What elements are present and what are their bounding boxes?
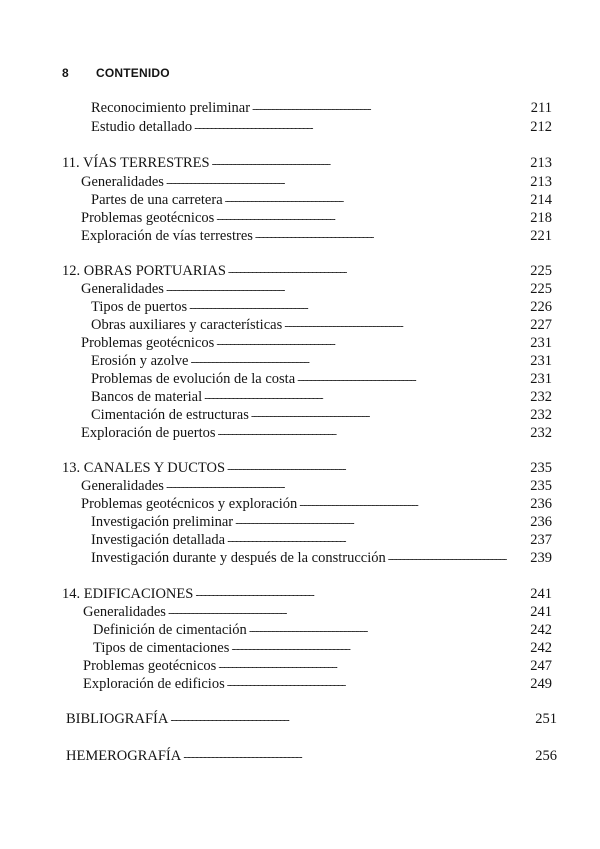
dot-leader <box>227 532 526 544</box>
toc-entry <box>81 280 552 298</box>
toc-entry-page: 221 <box>530 228 552 244</box>
page-number: 8 <box>62 66 69 80</box>
toc-chapter-entry <box>62 154 552 172</box>
toc-entry-page: 232 <box>530 425 552 441</box>
toc-entry <box>83 675 552 693</box>
toc-entry <box>93 639 552 657</box>
dot-leader <box>216 210 526 222</box>
toc-entry-title: Problemas geotécnicos y exploración <box>81 496 298 512</box>
toc-entry-title: Investigación preliminar <box>91 514 234 530</box>
toc-entry <box>91 191 552 209</box>
toc-entry <box>83 657 552 675</box>
toc-entry <box>91 388 552 406</box>
dot-leader <box>251 407 526 419</box>
dot-leader <box>299 496 526 508</box>
toc-entry-title: Problemas de evolución de la costa <box>91 371 296 387</box>
dot-leader <box>190 353 526 365</box>
toc-entry-page: 212 <box>530 119 552 135</box>
toc-entry <box>91 549 552 567</box>
dot-leader <box>228 263 526 275</box>
toc-entry-title: 13. CANALES Y DUCTOS <box>62 460 226 476</box>
toc-entry-page: 226 <box>530 299 552 315</box>
toc-entry <box>91 99 552 117</box>
dot-leader <box>166 478 526 490</box>
toc-entry-title: Tipos de puertos <box>91 299 188 315</box>
dot-leader <box>227 460 526 472</box>
toc-entry-page: 214 <box>530 192 552 208</box>
toc-entry-title: Exploración de edificios <box>83 676 225 692</box>
toc-entry-title: 12. OBRAS PORTUARIAS <box>62 263 226 279</box>
toc-entry-page: 232 <box>530 407 552 423</box>
toc-entry-title: Cimentación de estructuras <box>91 407 249 423</box>
dot-leader <box>218 425 527 437</box>
toc-entry <box>81 495 552 513</box>
toc-chapter-entry <box>66 747 557 765</box>
toc-entry-page: 225 <box>530 281 552 297</box>
toc-entry-title: Tipos de cimentaciones <box>93 640 230 656</box>
toc-entry-page: 232 <box>530 389 552 405</box>
toc-entry <box>81 173 552 191</box>
dot-leader <box>216 335 526 347</box>
dot-leader <box>252 100 527 112</box>
toc-entry-page: 231 <box>530 353 552 369</box>
toc-entry-title: Investigación detallada <box>91 532 226 548</box>
toc-entry-title: Bancos de material <box>91 389 203 405</box>
toc-entry-page: 231 <box>530 335 552 351</box>
toc-entry-title: Partes de una carretera <box>91 192 223 208</box>
toc-entry-page: 242 <box>530 622 552 638</box>
toc-entry <box>91 370 552 388</box>
toc-entry-page: 236 <box>530 514 552 530</box>
dot-leader <box>168 604 526 616</box>
toc-entry-title: Exploración de puertos <box>81 425 216 441</box>
dot-leader <box>212 155 527 167</box>
toc-entry <box>91 352 552 370</box>
dot-leader <box>227 676 527 688</box>
toc-entry-page: 218 <box>530 210 552 226</box>
toc-entry-title: BIBLIOGRAFÍA <box>66 711 169 727</box>
toc-chapter-entry <box>62 585 552 603</box>
toc-entry-page: 256 <box>535 748 557 764</box>
dot-leader <box>231 640 526 652</box>
toc-entry-title: Exploración de vías terrestres <box>81 228 253 244</box>
toc-entry-title: Definición de cimentación <box>93 622 247 638</box>
running-title: CONTENIDO <box>96 66 170 80</box>
toc-entry-page: 213 <box>530 174 552 190</box>
toc-entry-page: 247 <box>530 658 552 674</box>
toc-entry-title: HEMEROGRAFÍA <box>66 748 182 764</box>
toc-entry <box>81 209 552 227</box>
dot-leader <box>166 174 526 186</box>
toc-entry <box>91 531 552 549</box>
toc-entry-title: Investigación durante y después de la construcción <box>91 550 386 566</box>
dot-leader <box>297 371 526 383</box>
toc-entry <box>83 603 552 621</box>
toc-entry-title: Estudio detallado <box>91 119 193 135</box>
toc-entry-title: Problemas geotécnicos <box>83 658 217 674</box>
page-header <box>62 66 170 80</box>
toc-chapter-entry <box>62 459 552 477</box>
dot-leader <box>204 389 526 401</box>
dot-leader <box>249 622 526 634</box>
toc-entry-title: Obras auxiliares y características <box>91 317 283 333</box>
dot-leader <box>166 281 526 293</box>
toc-entry-page: 227 <box>530 317 552 333</box>
dot-leader <box>194 119 526 131</box>
toc-entry-page: 236 <box>530 496 552 512</box>
toc-entry-page: 241 <box>530 586 552 602</box>
toc-entry-page: 242 <box>530 640 552 656</box>
toc-entry-page: 225 <box>530 263 552 279</box>
dot-leader <box>218 658 526 670</box>
dot-leader <box>183 748 531 760</box>
toc-chapter-entry <box>66 710 557 728</box>
toc-entry-title: 14. EDIFICACIONES <box>62 586 194 602</box>
toc-entry <box>91 118 552 136</box>
toc-entry-title: Reconocimiento preliminar <box>91 100 251 116</box>
dot-leader <box>170 711 531 723</box>
toc-entry-page: 239 <box>530 550 552 566</box>
toc-entry-title: Generalidades <box>81 281 164 297</box>
toc-entry-title: Erosión y azolve <box>91 353 189 369</box>
toc-entry-title: 11. VÍAS TERRESTRES <box>62 155 210 171</box>
dot-leader <box>388 550 527 562</box>
toc-entry-page: 249 <box>530 676 552 692</box>
dot-leader <box>235 514 526 526</box>
dot-leader <box>195 586 526 598</box>
toc-entry-page: 211 <box>530 100 552 116</box>
toc-entry-page: 237 <box>530 532 552 548</box>
toc-entry-page: 213 <box>530 155 552 171</box>
toc-entry <box>93 621 552 639</box>
toc-entry-page: 231 <box>530 371 552 387</box>
dot-leader <box>189 299 526 311</box>
toc-entry <box>91 513 552 531</box>
toc-entry-title: Generalidades <box>81 174 164 190</box>
toc-entry <box>91 406 552 424</box>
toc-entry <box>81 227 552 245</box>
toc-chapter-entry <box>62 262 552 280</box>
toc-entry-page: 235 <box>530 460 552 476</box>
toc-entry-page: 235 <box>530 478 552 494</box>
toc-entry-title: Generalidades <box>83 604 166 620</box>
toc-entry <box>81 334 552 352</box>
toc-entry-title: Generalidades <box>81 478 164 494</box>
toc-entry <box>91 316 552 334</box>
toc-entry <box>81 477 552 495</box>
toc-entry-title: Problemas geotécnicos <box>81 335 215 351</box>
toc-entry <box>81 424 552 442</box>
toc-entry-page: 241 <box>530 604 552 620</box>
toc-entry-title: Problemas geotécnicos <box>81 210 215 226</box>
dot-leader <box>284 317 526 329</box>
toc-entry <box>91 298 552 316</box>
dot-leader <box>225 192 527 204</box>
toc-entry-page: 251 <box>535 711 557 727</box>
dot-leader <box>255 228 526 240</box>
